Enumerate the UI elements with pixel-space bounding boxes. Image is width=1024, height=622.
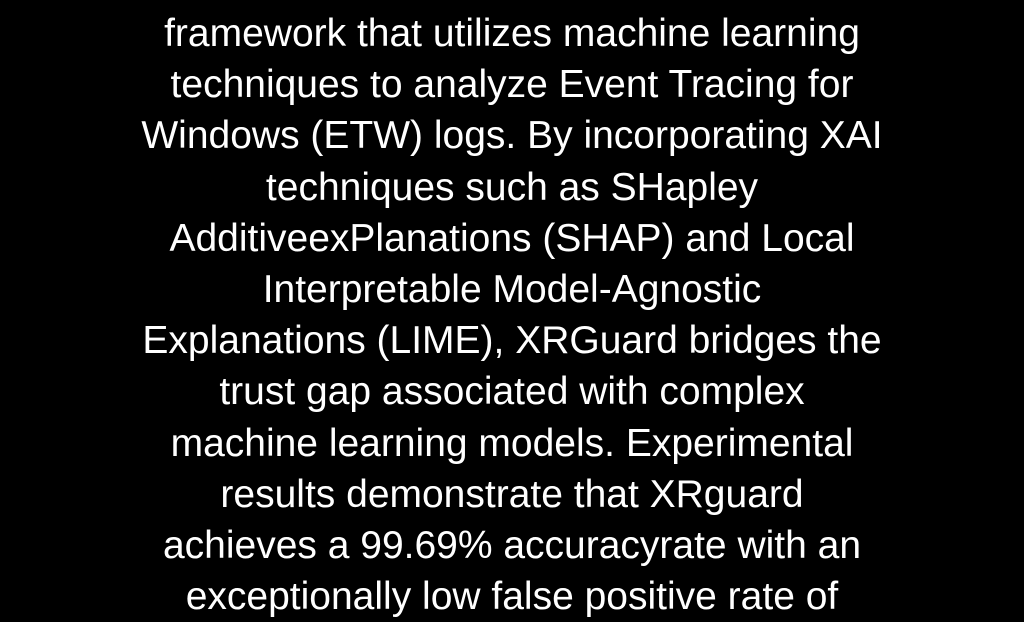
- caption-line: framework that utilizes machine learning: [164, 12, 860, 55]
- caption-text-block: [0, 8, 1024, 622]
- caption-line: trust gap associated with complex: [219, 370, 805, 414]
- caption-line: Explanations (LIME), XRGuard bridges the: [142, 319, 882, 363]
- caption-line: exceptionally low false positive rate of: [185, 575, 839, 619]
- caption-line: results demonstrate that XRguard: [220, 472, 804, 516]
- caption-line: AdditiveexPlanations (SHAP) and Local: [169, 216, 855, 260]
- caption-line: techniques such as SHapley: [265, 165, 759, 209]
- caption-line: achieves a 99.69% accuracyrate with an: [162, 523, 862, 567]
- caption-line: Windows (ETW) logs. By incorporating XAI: [141, 114, 883, 158]
- caption-line: techniques to analyze Event Tracing for: [170, 63, 854, 107]
- caption-line: Interpretable Model-Agnostic: [262, 267, 762, 311]
- caption-line: machine learning models. Experimental: [170, 421, 854, 465]
